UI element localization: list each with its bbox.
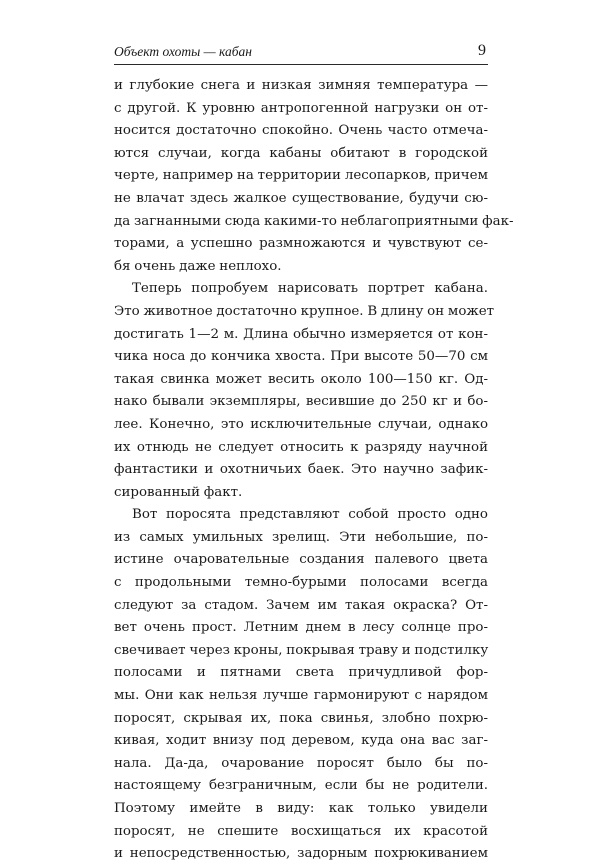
text-line: истине очаровательные создания палевого цвета [114,552,488,568]
text-line: лее. Конечно, это исключительные случаи, однако [114,416,488,432]
running-header [114,40,488,65]
text-line: такая свинка может весить около 100—150 кг. Од- [114,371,488,387]
text-line: черте, например на территории лесопарков, причем [114,168,488,184]
text-line: вет очень прост. Летним днем в лесу солнце про- [114,620,488,636]
text-line: настоящему безграничным, если бы не родители. [114,778,488,794]
text-line: Теперь попробуем нарисовать портрет кабана. [132,281,488,297]
text-line: Это животное достаточно крупное. В длину он может [114,303,495,319]
book-page [114,40,514,866]
text-line: да загнанными сюда какими-то неблагоприятными фак- [114,213,514,229]
running-title: Объект охоты — кабан [114,44,252,59]
text-line: сированный факт. [114,484,243,500]
text-line: фантастики и охотничьих баек. Это научно зафик- [114,462,488,478]
text-line: нала. Да-да, очарование поросят было бы по- [114,755,488,771]
text-line: из самых умильных зрелищ. Эти небольшие, по- [114,529,488,545]
text-line: следуют за стадом. Зачем им такая окраска? От- [114,597,488,613]
text-line: нако бывали экземпляры, весившие до 250 кг и бо- [114,394,488,410]
text-line: полосами и пятнами света причудливой фор- [114,665,488,681]
text-line: их отнюдь не следует относить к разряду научной [114,439,488,455]
text-line: бя очень даже неплохо. [114,258,282,274]
text-line: и непосредственностью, задорным похрюкиванием [114,846,488,862]
text-line: и глубокие снега и низкая зимняя температура — [114,78,488,93]
text-line: поросят, скрывая их, пока свинья, злобно похрю- [114,710,488,726]
text-line: торами, а успешно размножаются и чувствуют се- [114,236,488,252]
text-line: ются случаи, когда кабаны обитают в городской [114,145,488,161]
text-line: с другой. К уровню антропогенной нагрузки он от- [114,100,488,116]
text-line: достигать 1—2 м. Длина обычно измеряется от кон- [114,326,488,342]
body-text [114,75,514,866]
text-line: кивая, ходит внизу под деревом, куда она вас заг- [114,733,488,749]
text-line: носится достаточно спокойно. Очень часто отмеча- [114,123,488,139]
text-line: Поэтому имейте в виду: как только увидели [114,801,488,816]
text-line: чика носа до кончика хвоста. При высоте 50—70 см [114,349,488,365]
text-line: поросят, не спешите восхищаться их красотой [114,823,488,839]
text-line: свечивает через кроны, покрывая траву и подстилку [114,642,489,658]
page-number: 9 [478,42,486,59]
text-line: Вот поросята представляют собой просто одно [132,507,488,523]
text-line: мы. Они как нельзя лучше гармонируют с нарядом [114,688,488,704]
text-line: с продольными темно-бурыми полосами всегда [114,575,488,591]
text-line: не влачат здесь жалкое существование, будучи сю- [114,190,488,206]
